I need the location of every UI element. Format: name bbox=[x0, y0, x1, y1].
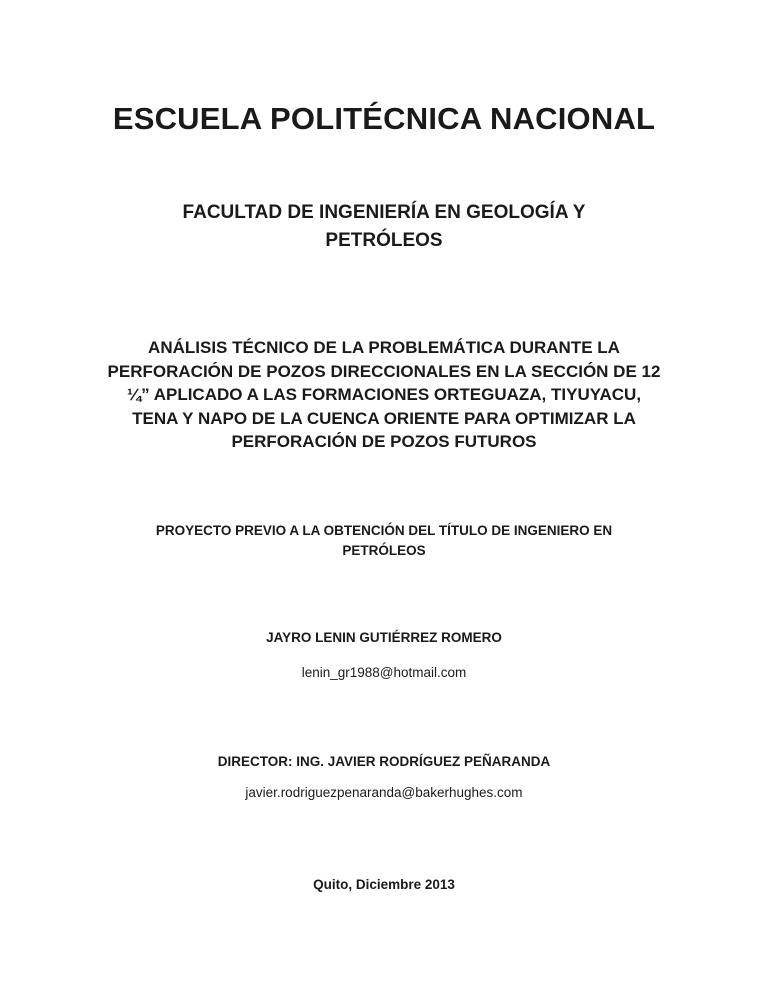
director-name: DIRECTOR: ING. JAVIER RODRÍGUEZ PEÑARANDA bbox=[217, 754, 551, 769]
author-email: lenin_gr1988@hotmail.com bbox=[301, 665, 467, 680]
university-name: ESCUELA POLITÉCNICA NACIONAL bbox=[112, 101, 656, 136]
degree-statement: PROYECTO PREVIO A LA OBTENCIÓN DEL TÍTULO DE INGENIERO EN PETRÓLEOS bbox=[155, 523, 613, 558]
director-email: javier.rodriguezpenaranda@bakerhughes.com bbox=[245, 785, 523, 800]
faculty-name: FACULTAD DE INGENIERÍA EN GEOLOGÍA Y PETRÓLEOS bbox=[182, 202, 586, 251]
thesis-title: ANÁLISIS TÉCNICO DE LA PROBLEMÁTICA DURANTE LA PERFORACIÓN DE POZOS DIRECCIONALES EN LA SECCIÓN DE 12 ¼” APLICADO A LAS FORMACIONES ORTEGUAZA, TIYUYACU, TENA Y NAPO DE LA CUENCA ORIENTE PARA OPTIMIZAR LA PERFORACIÓN DE POZOS FUTUROS bbox=[107, 338, 661, 451]
place-and-date: Quito, Diciembre 2013 bbox=[313, 877, 455, 892]
author-name: JAYRO LENIN GUTIÉRREZ ROMERO bbox=[266, 630, 502, 645]
